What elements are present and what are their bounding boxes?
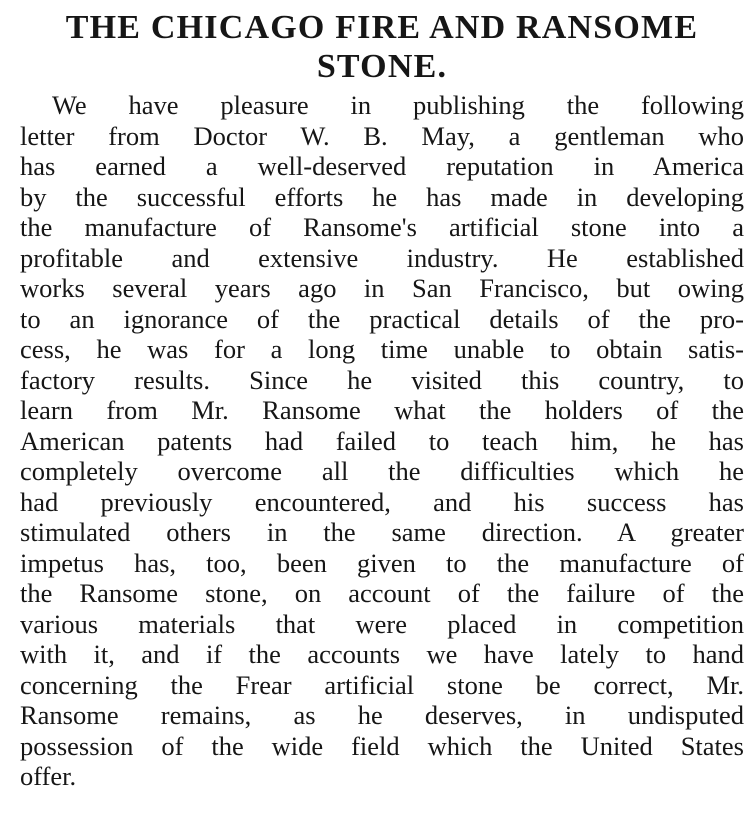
body-line-5: the manufacture of Ransome's artificial stone into a (20, 212, 744, 242)
body-line-18: various materials that were placed in competition (20, 608, 744, 639)
article-title-line-2: STONE. (316, 48, 448, 85)
body-line-11: learn from Mr. Ransome what the holders of the (20, 395, 744, 425)
body-line-6: profitable and extensive industry. He established (20, 242, 744, 273)
body-line-12: American patents had failed to teach him, he has (20, 425, 744, 456)
body-line-17: the Ransome stone, on account of the failure of the (20, 578, 744, 608)
body-line-10: factory results. Since he visited this country, to (20, 364, 744, 395)
article-title (20, 8, 744, 86)
body-line-23: offer. (20, 761, 77, 791)
body-line-1: We have pleasure in publishing the following (52, 90, 744, 120)
body-line-8: to an ignorance of the practical details of the pro- (20, 303, 744, 334)
body-line-22: possession of the wide field which the United States (20, 730, 744, 761)
body-line-9: cess, he was for a long time unable to obtain satis- (20, 334, 744, 364)
body-line-16: impetus has, too, been given to the manufacture of (20, 547, 744, 578)
body-line-21: Ransome remains, as he deserves, in undisputed (20, 700, 744, 730)
body-line-15: stimulated others in the same direction. A greater (20, 517, 744, 547)
body-line-4: by the successful efforts he has made in developing (20, 181, 744, 212)
article-title-line-1: THE CHICAGO FIRE AND RANSOME (65, 9, 699, 46)
body-line-3: has earned a well-deserved reputation in America (20, 151, 744, 181)
body-line-14: had previously encountered, and his success has (20, 486, 744, 517)
body-line-7: works several years ago in San Francisco, but owing (20, 273, 744, 303)
body-line-13: completely overcome all the difficulties which he (20, 456, 744, 486)
body-line-2: letter from Doctor W. B. May, a gentleman who (20, 120, 744, 151)
body-line-20: concerning the Frear artificial stone be correct, Mr. (20, 669, 744, 700)
body-line-19: with it, and if the accounts we have lately to hand (20, 639, 744, 669)
article-body (20, 90, 744, 792)
